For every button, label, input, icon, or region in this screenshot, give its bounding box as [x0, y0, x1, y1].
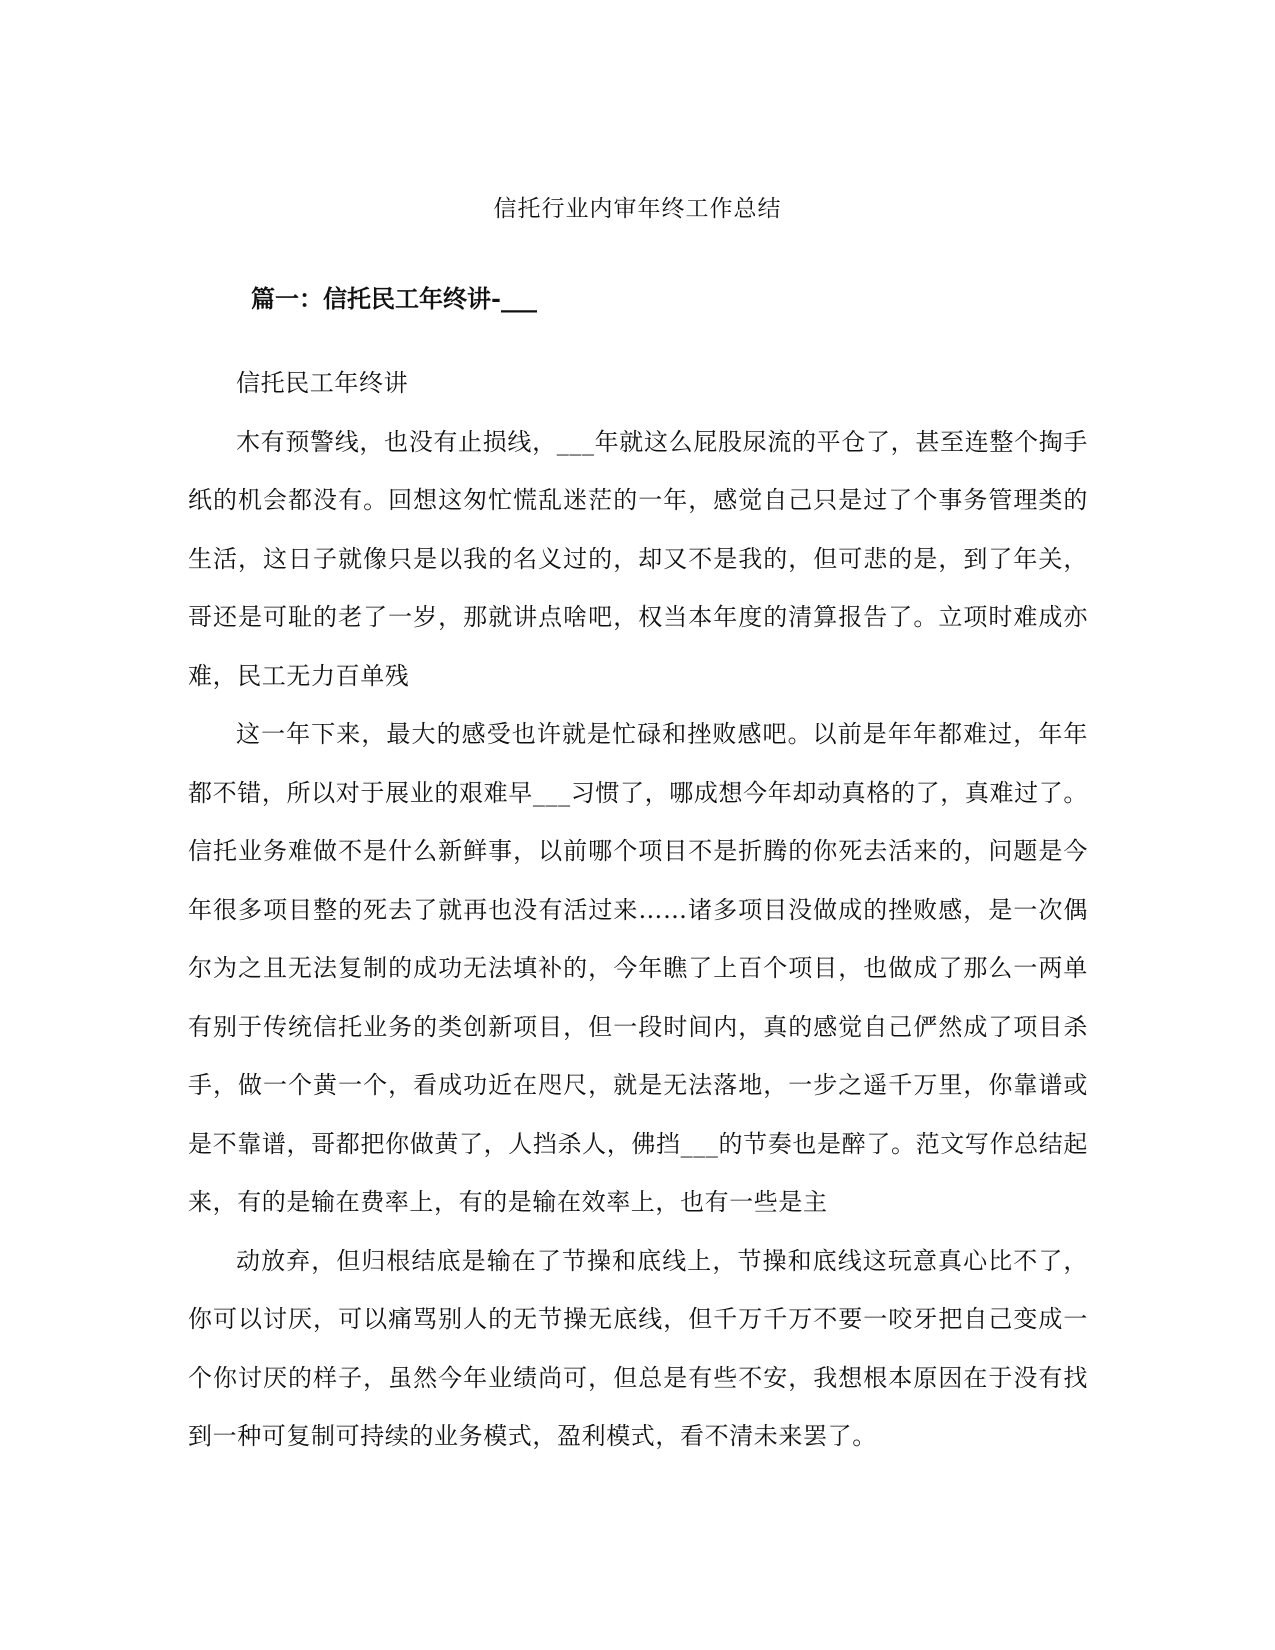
- paragraph: 这一年下来，最大的感受也许就是忙碌和挫败感吧。以前是年年都难过，年年都不错，所以对于展业的艰难早___习惯了，哪成想今年却动真格的了，真难过了。信托业务难做不是什么新鲜事，以前哪个项目不是折腾的你死去活来的，问题是今年很多项目整的死去了就再也没有活过来……诸多项目没做成的挫败感，是一次偶尔为之且无法复制的成功无法填补的，今年瞧了上百个项目，也做成了那么一两单有别于传统信托业务的类创新项目，但一段时间内，真的感觉自己俨然成了项目杀手，做一个黄一个，看成功近在咫尺，就是无法落地，一步之遥千万里，你靠谱或是不靠谱，哥都把你做黄了，人挡杀人，佛挡___的节奏也是醉了。范文写作总结起来，有的是输在费率上，有的是输在效率上，也有一些是主: [188, 720, 1088, 1216]
- section-heading: 篇一：信托民工年终讲-___: [251, 284, 537, 313]
- paragraph: 动放弃，但归根结底是输在了节操和底线上，节操和底线这玩意真心比不了，你可以讨厌，可以痛骂别人的无节操无底线，但千万千万不要一咬牙把自己变成一个你讨厌的样子，虽然今年业绩尚可，但总是有些不安，我想根本原因在于没有找到一种可复制可持续的业务模式，盈利模式，看不清未来罢了。: [188, 1246, 1088, 1450]
- document-body: [188, 354, 1088, 1466]
- paragraph: 木有预警线，也没有止损线，___年就这么屁股尿流的平仓了，甚至连整个掏手纸的机会都没有。回想这匆忙慌乱迷茫的一年，感觉自己只是过了个事务管理类的生活，这日子就像只是以我的名义过的，却又不是我的，但可悲的是，到了年关，哥还是可耻的老了一岁，那就讲点啥吧，权当本年度的清算报告了。立项时难成亦难，民工无力百单残: [188, 427, 1088, 690]
- document-title: 信托行业内审年终工作总结: [493, 196, 782, 222]
- paragraph-subtitle: 信托民工年终讲: [236, 369, 409, 397]
